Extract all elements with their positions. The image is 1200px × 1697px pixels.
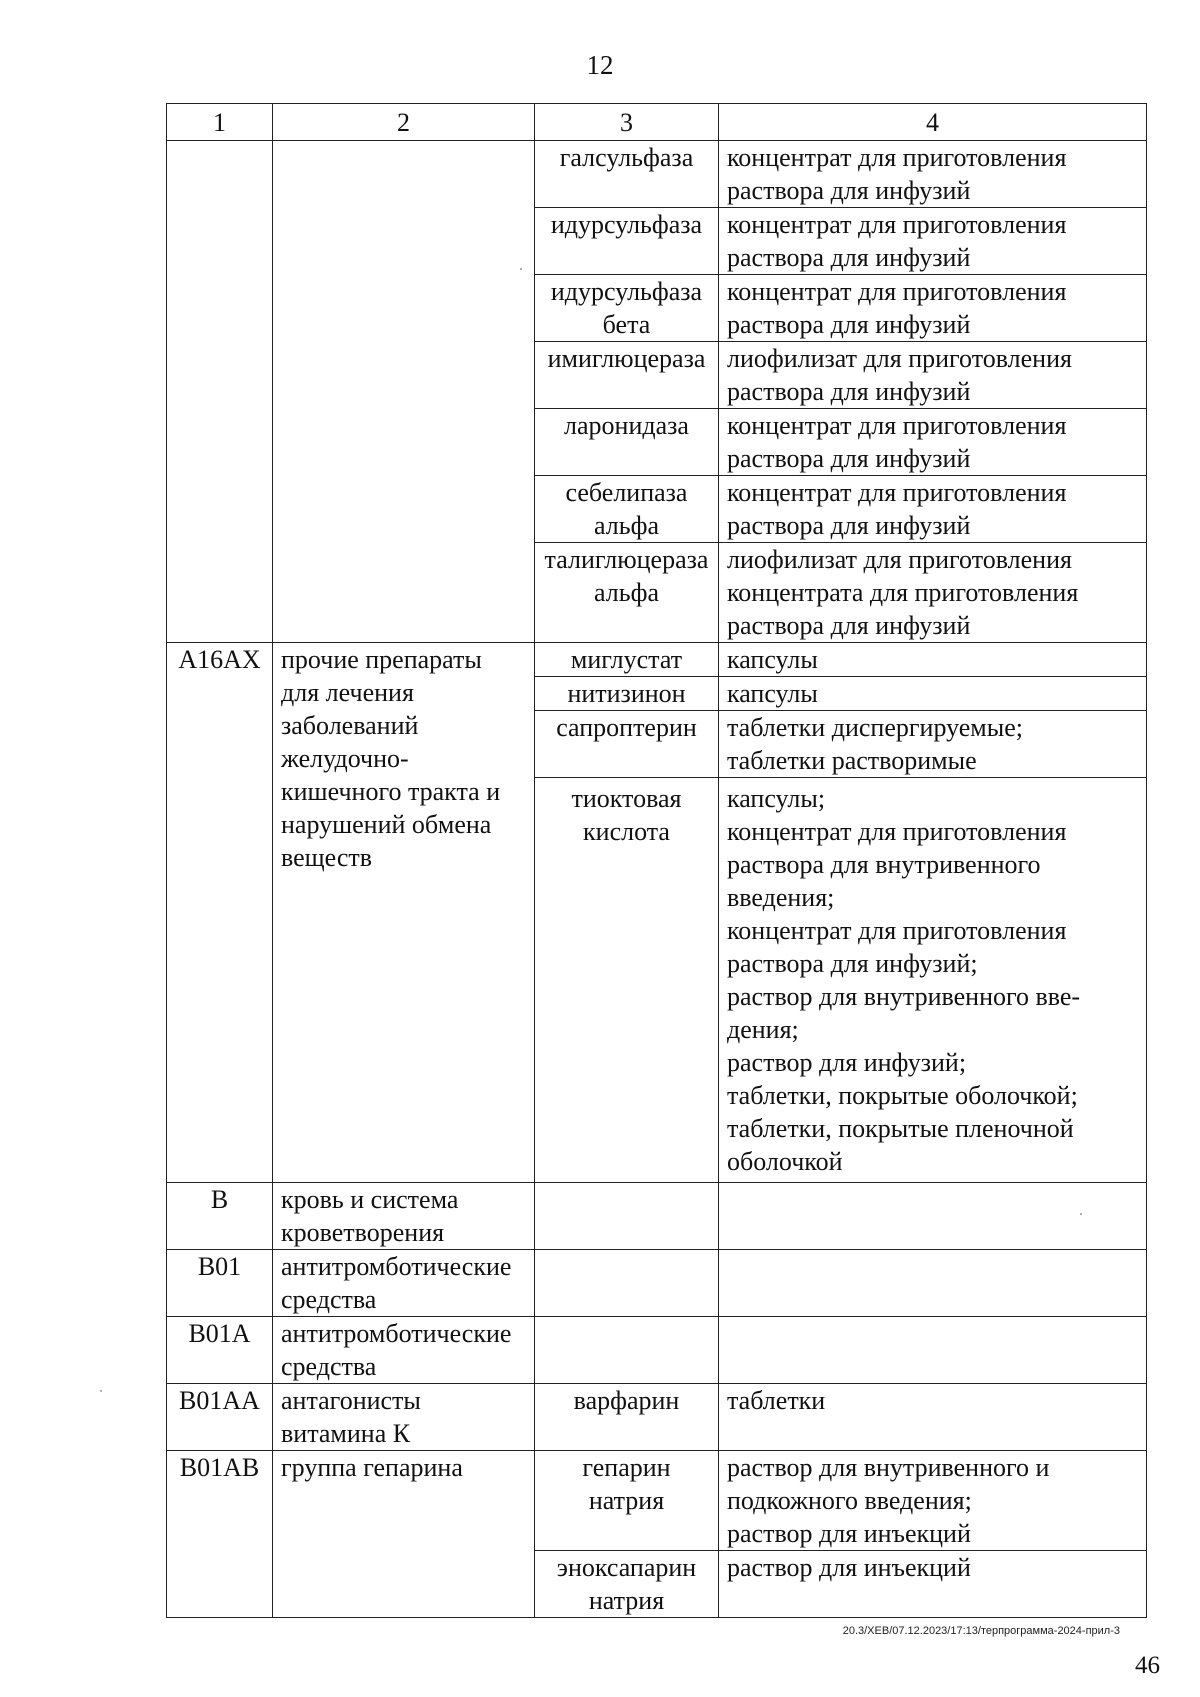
drug-name xyxy=(535,1183,719,1250)
drug-form: концентрат для приготовления раствора для инфузий xyxy=(719,409,1147,476)
drug-name: сапроптерин xyxy=(535,711,719,778)
drug-form xyxy=(719,1183,1147,1250)
drug-form: раствор для инъекций xyxy=(719,1551,1147,1618)
drug-form xyxy=(719,1250,1147,1317)
drug-name: ларонидаза xyxy=(535,409,719,476)
drug-name xyxy=(535,1317,719,1384)
atc-code: B01AA xyxy=(167,1384,273,1451)
drug-name: нитизинон xyxy=(535,677,719,711)
atc-code: B01 xyxy=(167,1250,273,1317)
group-cell xyxy=(273,141,535,643)
drug-name: миглустат xyxy=(535,643,719,677)
atc-group: антагонисты витамина К xyxy=(273,1384,535,1451)
drug-name: тиоктовая кислота xyxy=(535,778,719,1183)
drug-form xyxy=(719,1317,1147,1384)
drug-form: концентрат для приготовления раствора для инфузий xyxy=(719,275,1147,342)
table-row xyxy=(167,643,1147,677)
drug-form: концентрат для приготовления раствора для инфузий xyxy=(719,208,1147,275)
drug-name: талиглюцераза альфа xyxy=(535,543,719,643)
atc-code: A16AX xyxy=(167,643,273,1183)
scan-speck xyxy=(1080,1213,1082,1215)
drug-form: таблетки диспергируемые; таблетки растворимые xyxy=(719,711,1147,778)
scan-speck xyxy=(520,268,522,270)
drug-form: капсулы; концентрат для приготовления раствора для внутривенного введения; концентрат для приготовления раствора для инфузий; раствор для внутривенного вве-дения; раствор для инфузий; таблетки, покрытые оболочкой; таблетки, покрытые пленочной оболочкой xyxy=(719,778,1147,1183)
atc-code: B xyxy=(167,1183,273,1250)
drug-form: лиофилизат для приготовления раствора для инфузий xyxy=(719,342,1147,409)
atc-group: антитромботические средства xyxy=(273,1317,535,1384)
drug-form: таблетки xyxy=(719,1384,1147,1451)
atc-code: B01A xyxy=(167,1317,273,1384)
atc-group: группа гепарина xyxy=(273,1451,535,1618)
drug-name: галсульфаза xyxy=(535,141,719,208)
header-col-2: 2 xyxy=(273,104,535,141)
drug-form: раствор для внутривенного и подкожного введения; раствор для инъекций xyxy=(719,1451,1147,1551)
drug-table xyxy=(166,103,1147,1618)
drug-form: капсулы xyxy=(719,643,1147,677)
drug-name: эноксапарин натрия xyxy=(535,1551,719,1618)
drug-name: себелипаза альфа xyxy=(535,476,719,543)
atc-group: прочие препараты для лечения заболеваний желудочно-кишечного тракта и нарушений обмена веществ xyxy=(273,643,535,1183)
drug-name: гепарин натрия xyxy=(535,1451,719,1551)
atc-group: антитромботические средства xyxy=(273,1250,535,1317)
drug-form: лиофилизат для приготовления концентрата для приготовления раствора для инфузий xyxy=(719,543,1147,643)
footer-page-number: 46 xyxy=(1135,1652,1160,1679)
drug-form: концентрат для приготовления раствора для инфузий xyxy=(719,476,1147,543)
header-row xyxy=(167,104,1147,141)
page-number: 12 xyxy=(586,50,614,80)
scan-speck xyxy=(100,1390,102,1392)
drug-name: идурсульфаза бета xyxy=(535,275,719,342)
table-row xyxy=(167,1317,1147,1384)
table-row xyxy=(167,1250,1147,1317)
code-cell xyxy=(167,141,273,643)
drug-form: капсулы xyxy=(719,677,1147,711)
drug-form: концентрат для приготовления раствора для инфузий xyxy=(719,141,1147,208)
table-row xyxy=(167,1183,1147,1250)
table-row xyxy=(167,1384,1147,1451)
header-col-3: 3 xyxy=(535,104,719,141)
atc-code: B01AB xyxy=(167,1451,273,1618)
header-col-1: 1 xyxy=(167,104,273,141)
table-row xyxy=(167,141,1147,208)
drug-name: имиглюцераза xyxy=(535,342,719,409)
header-col-4: 4 xyxy=(719,104,1147,141)
document-meta: 20.3/ХЕВ/07.12.2023/17:13/терпрограмма-2024-прил-3 xyxy=(842,1625,1120,1637)
drug-name: идурсульфаза xyxy=(535,208,719,275)
drug-name: варфарин xyxy=(535,1384,719,1451)
table-row xyxy=(167,1451,1147,1551)
atc-group: кровь и система кроветворения xyxy=(273,1183,535,1250)
drug-name xyxy=(535,1250,719,1317)
